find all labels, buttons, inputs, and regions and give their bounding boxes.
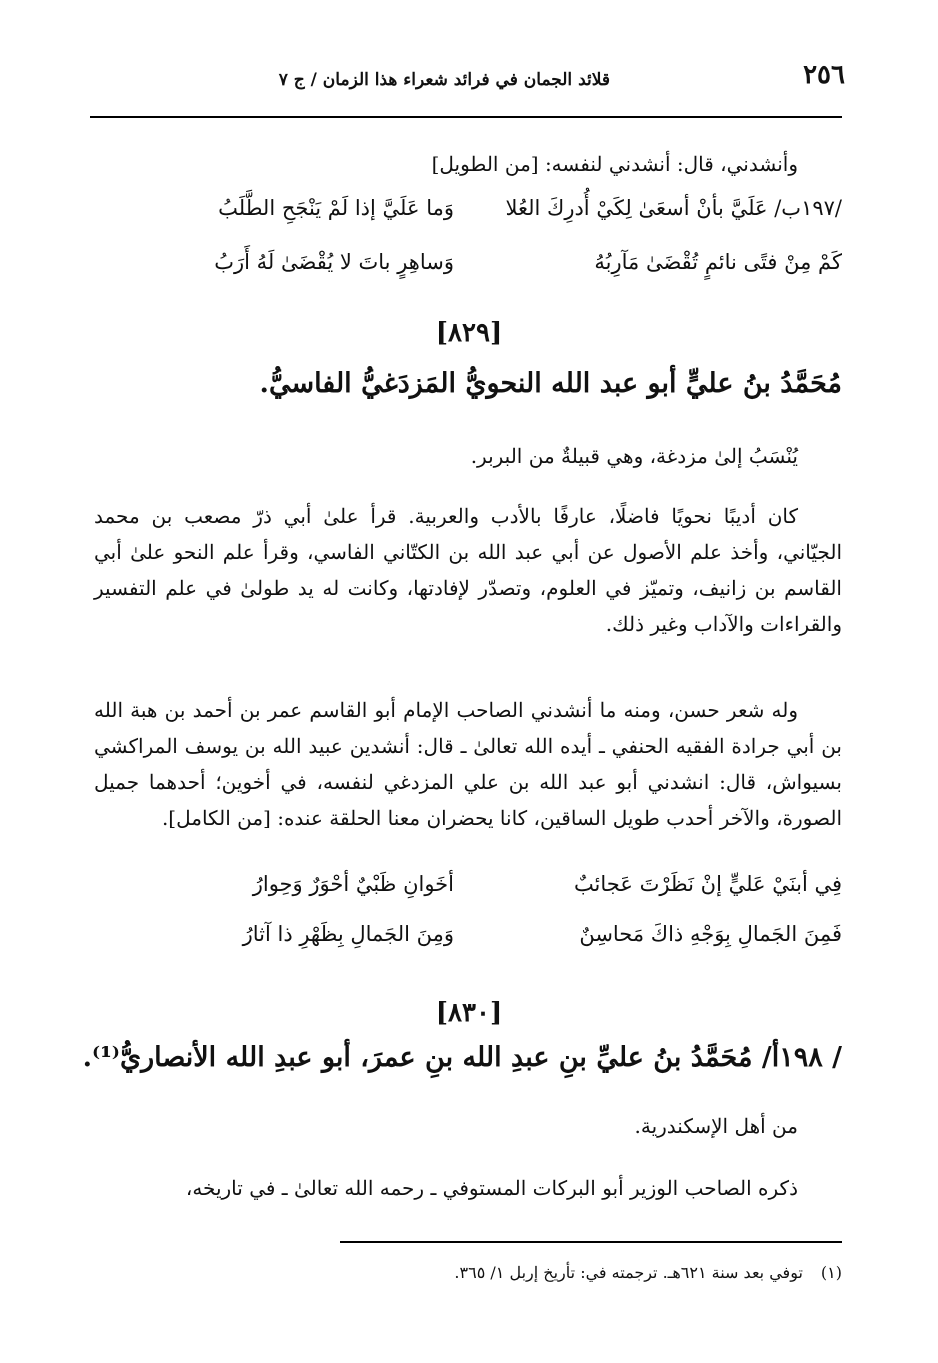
running-head: قلائد الجمان في فرائد شعراء هذا الزمان / ج ٧: [278, 70, 610, 90]
entry-number: [٨٢٩]: [435, 318, 503, 348]
header-rule: [90, 116, 842, 118]
poem-1-verse-2: [94, 250, 842, 288]
paragraph: يُنْسَبُ إلىٰ مزدغة، وهي قبيلةٌ من البربر.: [470, 444, 798, 468]
entry-title: مُحَمَّدُ بنُ عليٍّ أبو عبد الله النحويُّ المَزدَغيُّ الفاسيُّ.: [259, 368, 842, 399]
paragraph: كان أديبًا نحويًا فاضلًا، عارفًا بالأدب والعربية. قرأ علىٰ أبي ذرّ مصعب بن محمد الجيّاني، وأخذ علم الأصول عن أبي عبد الله بن الكتّاني الفاسي، وقرأ علم النحو علىٰ أبي القاسم بن زانيف، وتميّز في العلوم، وتصدّر لإفادتها، وكانت له يد طولىٰ في علم التفسير والقراءات والآداب وغير ذلك.: [94, 504, 842, 636]
hemistich-second: أخَوانِ ظَبْيٌ أحْوَرٌ وَحِوارُ: [252, 872, 454, 896]
footnote-rule: [340, 1241, 842, 1243]
poem-2-verse-2: [94, 922, 842, 960]
poem-1-verse-1: [94, 196, 842, 234]
hemistich-second: وَساهِرٍ باتَ لا يُقْضَىٰ لَهُ أَرَبُ: [214, 250, 454, 274]
hemistich-second: وَمِنَ الجَمالِ بِظَهْرِ ذا آثارُ: [242, 922, 454, 946]
footnote: [94, 1263, 842, 1282]
footnote-mark: (١): [820, 1263, 842, 1282]
poem-2-verse-1: [94, 872, 842, 910]
paragraph: من أهل الإسكندرية.: [634, 1114, 798, 1138]
paragraph: ذكره الصاحب الوزير أبو البركات المستوفي ـ رحمه الله تعالىٰ ـ في تاريخه،: [185, 1176, 798, 1200]
entry-number: [٨٣٠]: [435, 998, 503, 1028]
intro-line: وأنشدني، قال: أنشدني لنفسه: [من الطويل]: [431, 152, 798, 176]
paragraph: وله شعر حسن، ومنه ما أنشدني الصاحب الإمام أبو القاسم عمر بن أحمد بن هبة الله بن أبي جرادة الفقيه الحنفي ـ أيده الله تعالىٰ ـ قال: أنشدين عبيد الله بن يوسف المراكشي بسيواش، قال: انشدني أبو عبد الله بن علي المزدغي لنفسه، في أخوين؛ أحدهما جميل الصورة، والآخر أحدب طويل الساقين، كانا يحضران معنا الحلقة عنده: [من الكامل].: [94, 698, 842, 830]
hemistich-first: /١٩٧ب/ عَلَيَّ بأنْ أسعَىٰ لِكَيْ أُدرِكَ العُلا: [505, 196, 842, 220]
footnote-text: توفي بعد سنة ٦٢١هـ. ترجمته في: تأريخ إربل ١/ ٣٦٥.: [454, 1263, 803, 1282]
hemistich-first: كَمْ مِنْ فتًى نائمٍ تُقْضَىٰ مَآرِبُهُ: [594, 250, 842, 274]
entry-title: / ١٩٨أ/ مُحَمَّدُ بنُ عليِّ بنِ عبدِ الله بنِ عمرَ، أبو عبدِ الله الأنصاريُّ⁽¹⁾.: [82, 1042, 842, 1073]
hemistich-first: فِي أبنَيْ عَليٍّ إنْ نَظَرْتَ عَجائبٌ: [573, 872, 842, 896]
hemistich-first: فَمِنَ الجَمالِ بِوَجْهِ ذاكَ مَحاسِنٌ: [579, 922, 842, 946]
page-number: ٢٥٦: [803, 60, 845, 90]
hemistich-second: وَما عَلَيَّ إذا لَمْ يَنْجَحِ الطَّلَبُ: [218, 196, 454, 220]
